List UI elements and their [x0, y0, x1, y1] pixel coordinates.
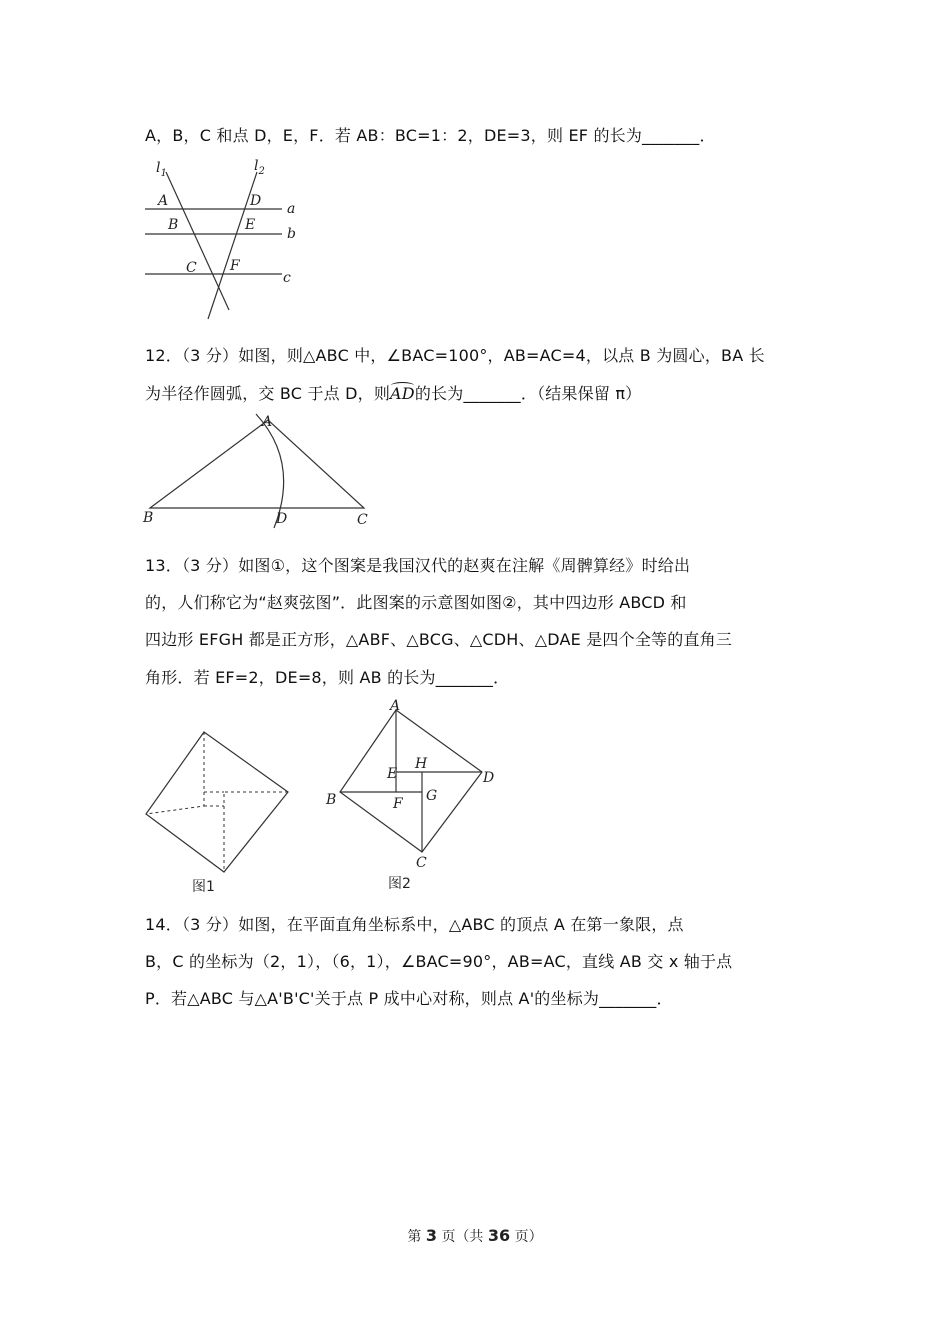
label-A: A — [158, 193, 169, 209]
q13-line3: 四边形 EFGH 都是正方形，△ABF、△BCG、△CDH、△DAE 是四个全等的直角三 — [145, 630, 733, 649]
label-D: D — [483, 770, 495, 786]
fig1-caption: 图1 — [192, 879, 215, 895]
q13-figure-1 — [140, 700, 300, 895]
label-A: A — [390, 698, 401, 714]
label-l1: $l_1$ — [156, 160, 167, 179]
q14-line1: 14．（3 分）如图，在平面直角坐标系中，△ABC 的顶点 A 在第一象限，点 — [145, 915, 684, 934]
q12-line2-pre: 为半径作圆弧，交 BC 于点 D，则 — [145, 384, 391, 403]
label-A: A — [262, 414, 273, 430]
q14-line3: P．若△ABC 与△A'B'C'关于点 P 成中心对称，则点 A'的坐标为_______． — [145, 989, 673, 1008]
q12-line2-post: 的长为_______．（结果保留 π） — [414, 384, 642, 403]
footer-post: 页） — [514, 1229, 543, 1245]
page-total: 36 — [487, 1226, 511, 1245]
footer-pre: 第 — [407, 1229, 422, 1245]
q12-line2 — [145, 384, 810, 404]
label-E: E — [245, 217, 256, 233]
q13-line4: 角形．若 EF=2，DE=8，则 AB 的长为_______． — [145, 668, 510, 687]
q14-line2: B，C 的坐标为（2，1），（6，1），∠BAC=90°，AB=AC，直线 AB 交 x 轴于点 — [145, 952, 733, 971]
fig2-caption: 图2 — [388, 876, 411, 892]
page-footer — [0, 1226, 950, 1246]
label-a: a — [287, 201, 296, 217]
label-G: G — [426, 788, 438, 804]
q11-figure — [140, 152, 310, 324]
q13-line1: 13．（3 分）如图①，这个图案是我国汉代的赵爽在注解《周髀算经》时给出 — [145, 556, 691, 575]
label-H: H — [415, 756, 428, 772]
label-B: B — [326, 792, 337, 808]
label-D: D — [276, 511, 288, 527]
label-C: C — [186, 260, 197, 276]
page-number: 3 — [425, 1226, 437, 1245]
q12-figure — [140, 412, 380, 532]
label-l2: $l_2$ — [254, 158, 265, 177]
label-B: B — [168, 217, 179, 233]
label-D: D — [250, 193, 262, 209]
label-C: C — [357, 512, 368, 528]
label-F: F — [393, 796, 403, 812]
label-E: E — [387, 766, 398, 782]
label-C: C — [416, 855, 427, 871]
label-b: b — [287, 226, 296, 242]
q11-text: A，B，C 和点 D，E，F．若 AB：BC=1：2，DE=3，则 EF 的长为_______． — [145, 126, 716, 145]
q12-line1: 12．（3 分）如图，则△ABC 中，∠BAC=100°，AB=AC=4，以点 B 为圆心，BA 长 — [145, 346, 765, 365]
label-B: B — [143, 510, 154, 526]
footer-mid: 页（共 — [441, 1229, 484, 1245]
label-c: c — [283, 270, 291, 286]
q13-line2: 的，人们称它为“赵爽弦图”．此图案的示意图如图②，其中四边形 ABCD 和 — [145, 593, 687, 612]
label-F: F — [230, 258, 240, 274]
q13-figure-2 — [320, 696, 510, 896]
arc-ad: AD — [390, 384, 415, 403]
